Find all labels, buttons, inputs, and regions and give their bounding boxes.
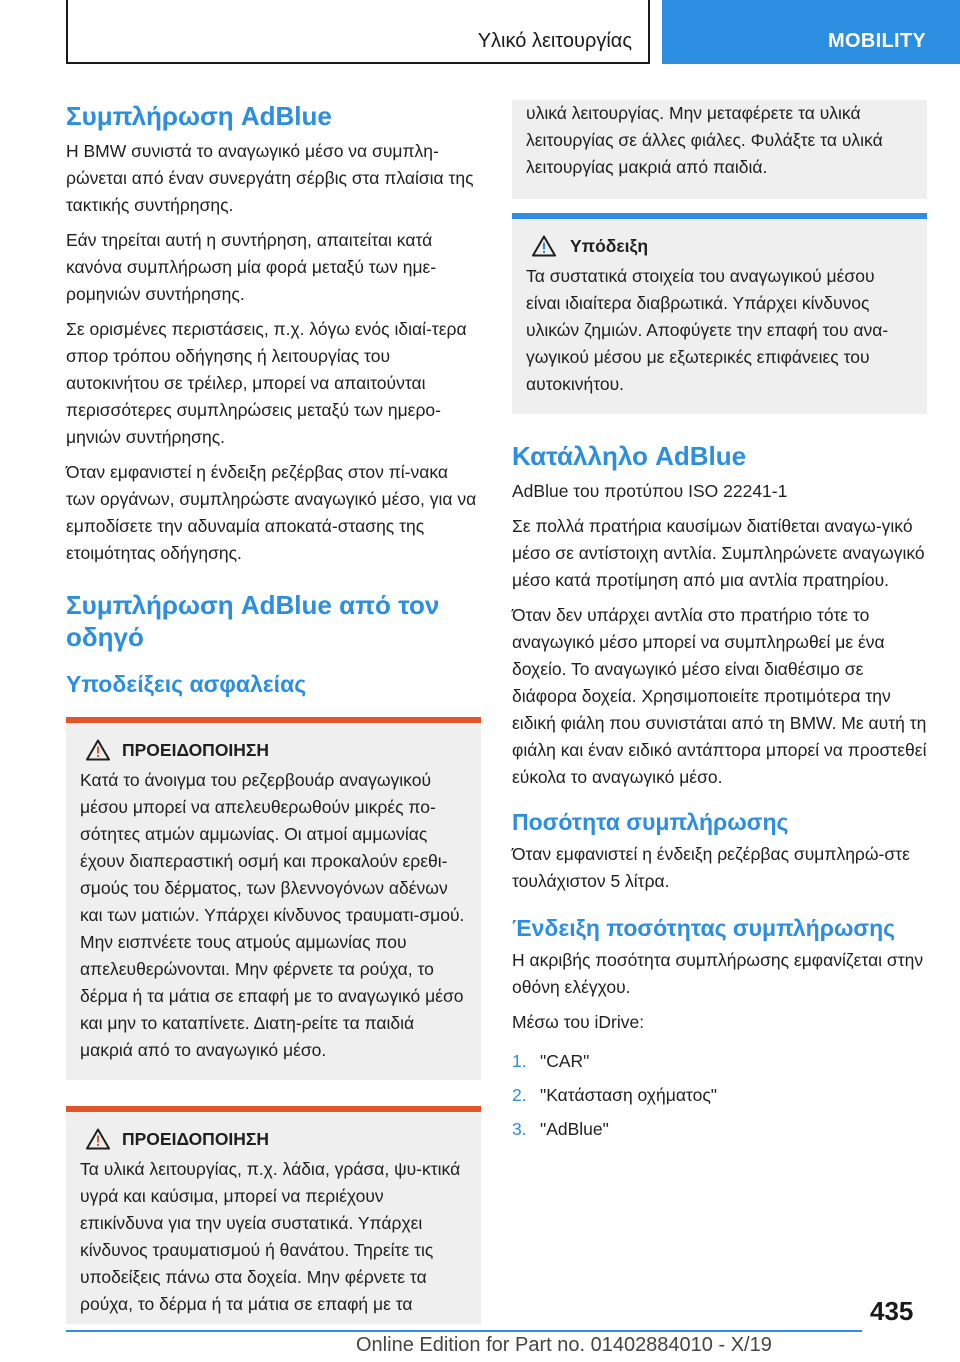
left-column xyxy=(66,100,481,1350)
footer-edition: Online Edition for Part no. 01402884010 - X/19 xyxy=(356,1334,772,1356)
step-number: 2. xyxy=(512,1085,527,1105)
paragraph: Σε πολλά πρατήρια καυσίμων διατίθεται αναγω-γικό μέσο σε αντίστοιχη αντλία. Συμπληρώνετε αναγωγικό μέσο κατά προτίμηση από μια αντλία πρατηρίου. xyxy=(512,516,925,590)
note-box xyxy=(512,213,927,414)
list-item xyxy=(512,1048,927,1075)
footer-divider xyxy=(66,1330,862,1332)
heading-safety-notes: Υποδείξεις ασφαλείας xyxy=(66,671,307,697)
paragraph: Η ακριβής ποσότητα συμπλήρωσης εμφανίζεται στην οθόνη ελέγχου. xyxy=(512,950,924,997)
paragraph: Όταν εμφανιστεί η ένδειξη ρεζέρβας στον πί-νακα των οργάνων, συμπληρώστε αναγωγικό μέσο, για να εμποδίσετε την αδυναμία αποκατά-στασης της ετοιμότητας οδήγησης. xyxy=(66,462,477,563)
header-chapter-tab xyxy=(662,0,960,64)
heading-fill-quantity: Ποσότητα συμπλήρωσης xyxy=(512,809,789,835)
page-number: 435 xyxy=(870,1296,914,1326)
header-chapter-label: MOBILITY xyxy=(828,30,926,52)
list-item xyxy=(512,1082,927,1109)
paragraph: Σε ορισμένες περιστάσεις, π.χ. λόγω ενός ιδιαί-τερα σπορ τρόπου οδήγησης ή λειτουργίας του αυτοκινήτου σε τρέιλερ, μπορεί να απαιτούνται περισσότερες συμπληρώσεις μεταξύ των ημερο-μηνιών συντήρησης. xyxy=(66,319,467,447)
step-text: "Κατάσταση οχήματος" xyxy=(540,1085,717,1105)
header-section-box xyxy=(66,0,650,64)
paragraph: Μέσω του iDrive: xyxy=(512,1012,645,1032)
warning-triangle-icon xyxy=(86,1128,110,1150)
warning-text-continued: υλικά λειτουργίας. Μην μεταφέρετε τα υλικά λειτουργίας σε άλλες φιάλες. Φυλάξτε τα υλικά λειτουργίας μακριά από παιδιά. xyxy=(526,103,883,177)
note-title: Υπόδειξη xyxy=(570,236,649,256)
header-section-title: Υλικό λειτουργίας xyxy=(477,30,632,52)
step-number: 1. xyxy=(512,1051,527,1071)
step-text: "CAR" xyxy=(540,1051,590,1071)
heading-suitable-adblue: Κατάλληλο AdBlue xyxy=(512,441,747,471)
heading-refill-by-driver: Συμπλήρωση AdBlue από τον οδηγό xyxy=(66,590,440,652)
paragraph: AdBlue του προτύπου ISO 22241-1 xyxy=(512,481,788,501)
paragraph: Όταν δεν υπάρχει αντλία στο πρατήριο τότε το αναγωγικό μέσο μπορεί να συμπληρωθεί με ένα δοχείο. Το αναγωγικό μέσο είναι διαθέσιμο σε διάφορα δοχεία. Χρησιμοποιείτε προτιμότερα την ειδική φιάλη που συνιστάται από τη BMW. Με αυτή τη φιάλη και έναν ειδικό αντάπτορα μπορεί να προστεθεί εύκολα το αναγωγικό μέσο. xyxy=(512,605,927,787)
step-number: 3. xyxy=(512,1119,527,1139)
list-item xyxy=(512,1116,927,1143)
warning-text: Τα υλικά λειτουργίας, π.χ. λάδια, γράσα, ψυ-κτικά υγρά και καύσιμα, μπορεί να περιέχουν επικίνδυνα για την υγεία συστατικά. Υπάρχει κίνδυνος τραυματισμού ή θανάτου. Τηρείτε τις υποδείξεις πάνω στα δοχεία. Μην φέρνετε τα ρούχα, το δέρμα ή τα μάτια σε επαφή με τα xyxy=(80,1159,461,1314)
note-text: Τα συστατικά στοιχεία του αναγωγικού μέσου είναι ιδιαίτερα διαβρωτικά. Υπάρχει κίνδυνος υλικών ζημιών. Αποφύγετε την επαφή του ανα-γωγικού μέσου με εξωτερικές επιφάνειες του αυτοκινήτου. xyxy=(526,266,889,394)
warning-title: ΠΡΟΕΙΔΟΠΟΙΗΣΗ xyxy=(122,740,270,760)
right-column xyxy=(512,100,927,1150)
heading-refill-adblue: Συμπλήρωση AdBlue xyxy=(66,101,332,131)
warning-text: Κατά το άνοιγμα του ρεζερβουάρ αναγωγικού μέσου μπορεί να απελευθερωθούν μικρές πο-σότητες ατμών αμμωνίας. Οι ατμοί αμμωνίας έχουν διαπεραστική οσμή και προκαλούν ερεθι-σμούς του δέρματος, των βλεννογόνων αδένων και των ματιών. Υπάρχει κίνδυνος τραυματι-σμού. Μην εισπνέετε τους ατμούς αμμωνίας που απελευθερώνονται. Μην φέρνετε τα ρούχα, το δέρμα ή τα μάτια σε επαφή με το αναγωγικό μέσο και μην το καταπίνετε. Διατη-ρείτε τα παιδιά μακριά από το αναγωγικό μέσο. xyxy=(80,770,465,1060)
paragraph: Όταν εμφανιστεί η ένδειξη ρεζέρβας συμπληρώ-στε τουλάχιστον 5 λίτρα. xyxy=(512,844,910,891)
idrive-steps-list xyxy=(512,1048,927,1143)
warning-box-ammonia xyxy=(66,717,481,1080)
note-triangle-icon xyxy=(532,235,556,257)
step-text: "AdBlue" xyxy=(540,1119,609,1139)
paragraph: Η BMW συνιστά το αναγωγικό μέσο να συμπλη-ρώνεται από έναν συνεργάτη σέρβις στα πλαίσια της τακτικής συντήρησης. xyxy=(66,141,474,215)
warning-box-continued xyxy=(512,100,927,199)
warning-triangle-icon xyxy=(86,739,110,761)
warning-box-fluids xyxy=(66,1106,481,1324)
warning-title: ΠΡΟΕΙΔΟΠΟΙΗΣΗ xyxy=(122,1129,270,1149)
heading-fill-quantity-display: Ένδειξη ποσότητας συμπλήρωσης xyxy=(512,915,896,941)
paragraph: Εάν τηρείται αυτή η συντήρηση, απαιτείται κατά κανόνα συμπλήρωση μία φορά μεταξύ των ημε-ρομηνιών συντήρησης. xyxy=(66,230,437,304)
